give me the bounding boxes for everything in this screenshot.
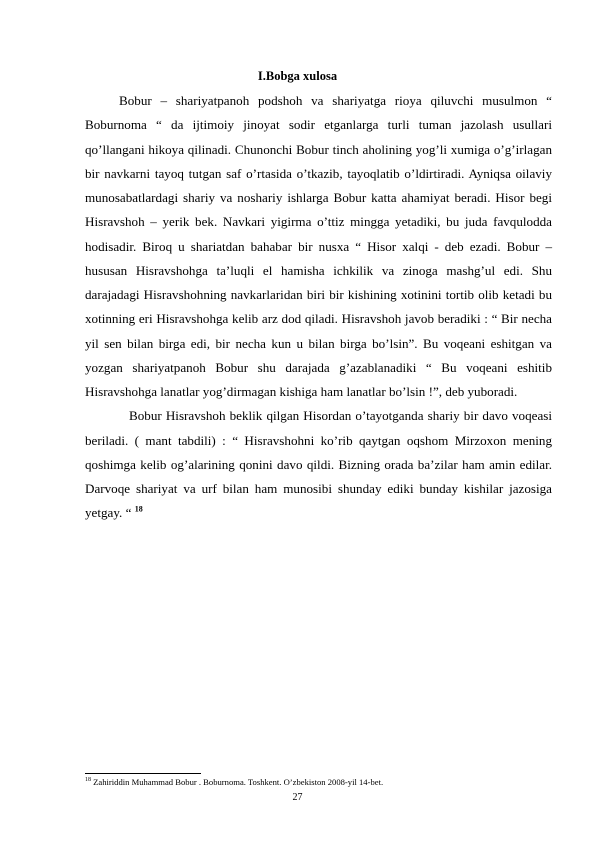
section-heading: I.Bobga xulosa <box>257 69 338 83</box>
paragraph-2-text: Bobur Hisravshoh beklik qilgan Hisordan o’tayotganda shariy bir davo voqeasi beriladi. ( mant tabdili) : “ Hisravshohni ko’rib qaytgan oqshom Mirzoxon mening qoshimga kelib og’alarining qonini davo qildi. Bizning orada ba’zilar ham amin edilar. Darvoqe shariyat va urf bilan ham munosibi shunday ediki bunday kishilar jazosiga yetgay. “ <box>85 408 552 521</box>
footnote-number: 18 <box>85 777 91 784</box>
footnote <box>85 777 555 788</box>
page-number: 27 <box>292 792 303 803</box>
paragraph-1: Bobur – shariyatpanoh podshoh va shariyatga rioya qiluvchi musulmon “ Boburnoma “ da ijtimoiy jinoyat sodir etganlarga turli tuman jazolash usullari qo’llangani hikoya qilinadi. Chunonchi Bobur tinch aholining yog’li xumiga o’g’irlagan bir navkarni tayoq tutgan saf o’rtasida o’tkazib, tayoqlatib o’ldirtiradi. Ayniqsa oilaviy munosabatlardagi shariy va noshariy ishlarga Bobur katta ahamiyat beradi. Hisor begi Hisravshoh – yerik bek. Navkari yigirma o’ttiz mingga yetadiki, bu juda favqulodda hodisadir. Biroq u shariatdan bahabar bir nusxa “ Hisor xalqi - deb ezadi. Bobur – hususan Hisravshohga ta’luqli el hamisha ichkilik va zinoga mashg’ul edi. Shu darajadagi Hisravshohning navkarlaridan biri bir kishining xotinini tortib olib ketadi bu xotinning eri Hisravshohga kelib arz dod qiladi. Hisravshoh javob beradiki : “ Bir necha yil sen bilan birga edi, bir necha kun u bilan birga bo’lsin”. Bu voqeani eshitgan va yozgan shariyatpanoh Bobur shu darajada g’azablanadiki “ Bu voqeani eshitib Hisravshohga lanatlar yog’dirmagan kishiga ham lanatlar bo’lsin !”, deb yuboradi. <box>85 93 552 399</box>
footnote-text: Zahiriddin Muhammad Bobur . Boburnoma. Toshkent. O’zbekiston 2008-yil 14-bet. <box>91 777 384 787</box>
paragraph-2 <box>85 404 552 525</box>
footnote-divider <box>85 773 201 774</box>
footnote-reference[interactable]: 18 <box>134 504 143 514</box>
body-text <box>85 89 552 526</box>
